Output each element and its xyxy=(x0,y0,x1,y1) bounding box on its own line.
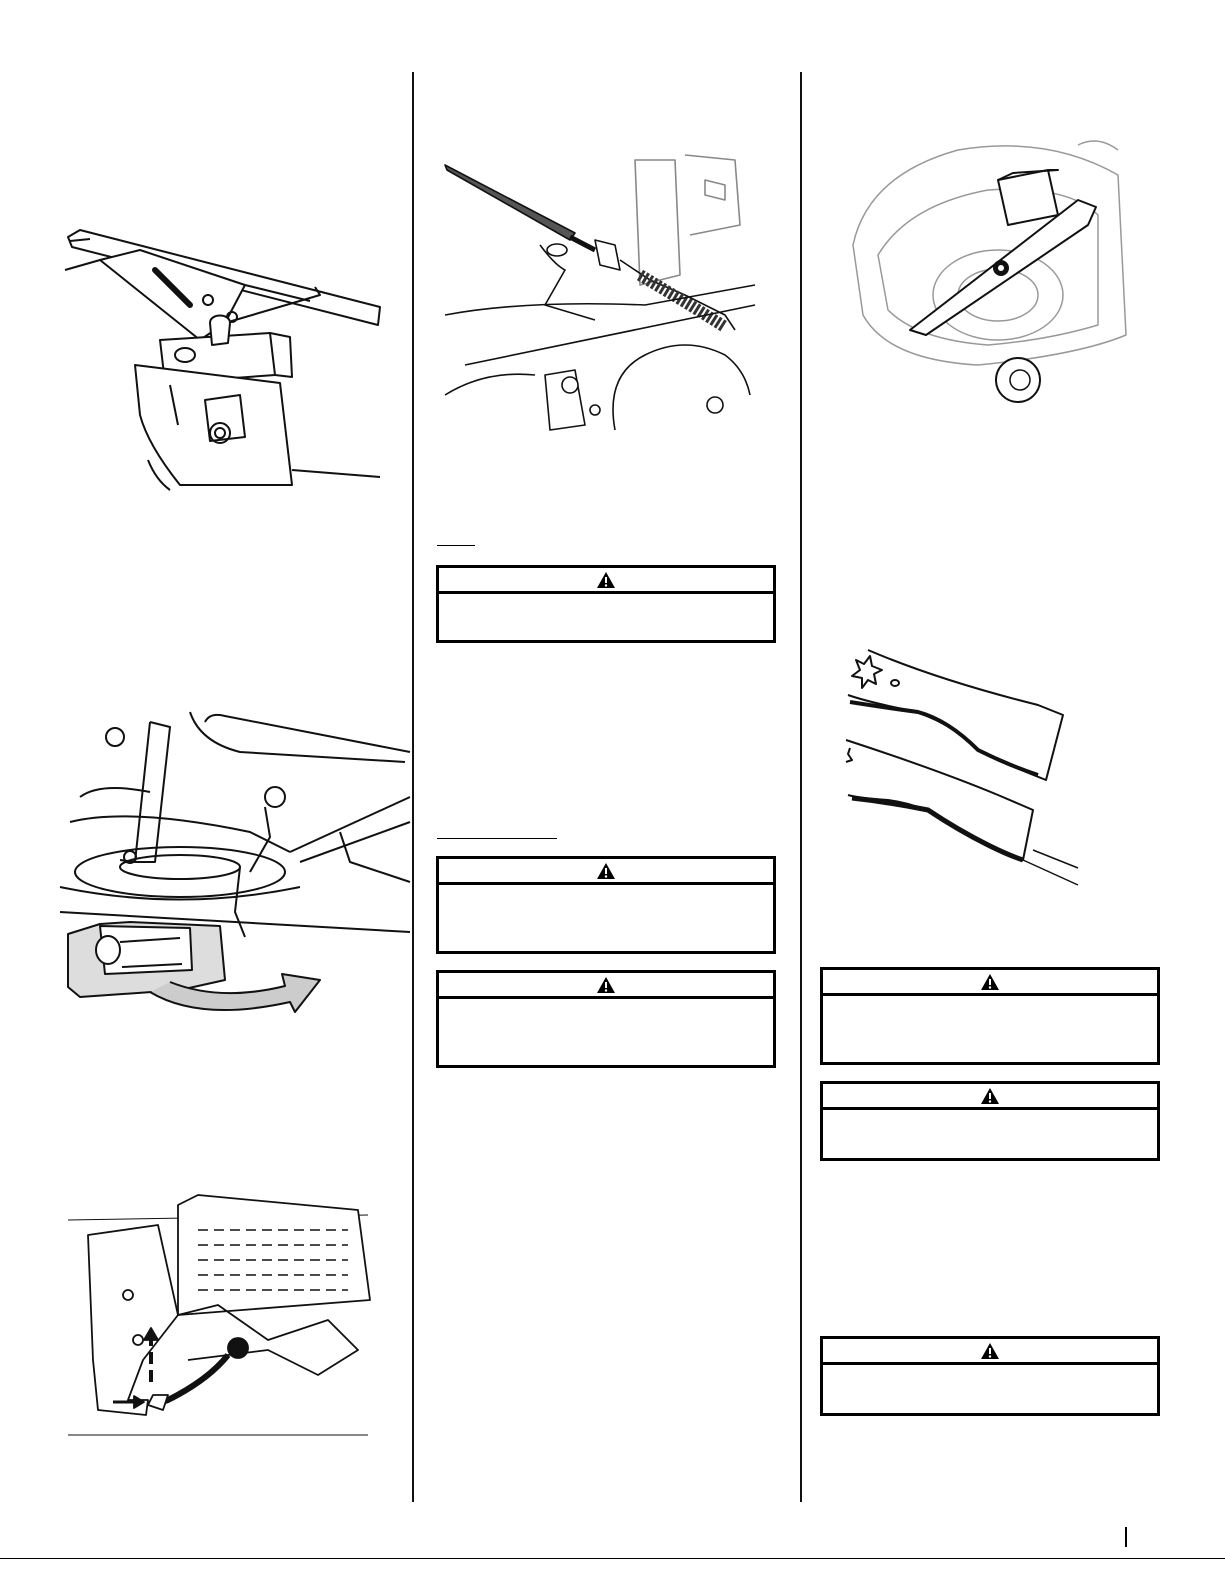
warning-header xyxy=(823,970,1157,996)
warning-box-6 xyxy=(820,1336,1160,1416)
blade-wear-comparison-illustration xyxy=(838,650,1078,885)
warning-triangle-icon xyxy=(596,571,616,589)
section-heading-rule-1 xyxy=(437,545,475,546)
page-bottom-rule xyxy=(0,1558,1225,1559)
column-divider-right xyxy=(800,72,802,1502)
warning-box-3 xyxy=(436,970,776,1068)
warning-header xyxy=(439,973,773,999)
warning-triangle-icon xyxy=(596,862,616,880)
column-divider-left xyxy=(412,72,414,1502)
warning-box-4 xyxy=(820,967,1160,1065)
warning-triangle-icon xyxy=(980,1342,1000,1360)
warning-box-1 xyxy=(436,565,776,643)
warning-header xyxy=(823,1084,1157,1110)
warning-header xyxy=(439,859,773,885)
warning-header xyxy=(823,1339,1157,1365)
warning-header xyxy=(439,568,773,594)
warning-triangle-icon xyxy=(980,973,1000,991)
warning-box-5 xyxy=(820,1081,1160,1161)
page-number-mark xyxy=(1125,1527,1127,1547)
pto-cable-spring-illustration xyxy=(445,155,770,430)
blade-wood-block-illustration xyxy=(848,135,1128,415)
section-heading-rule-2 xyxy=(437,838,557,839)
deck-lift-link-illustration xyxy=(60,712,410,1022)
warning-box-2 xyxy=(436,856,776,954)
warning-triangle-icon xyxy=(596,976,616,994)
front-hanger-bracket-illustration xyxy=(68,1190,378,1440)
deck-hanger-bracket-illustration xyxy=(60,215,390,505)
warning-triangle-icon xyxy=(980,1087,1000,1105)
